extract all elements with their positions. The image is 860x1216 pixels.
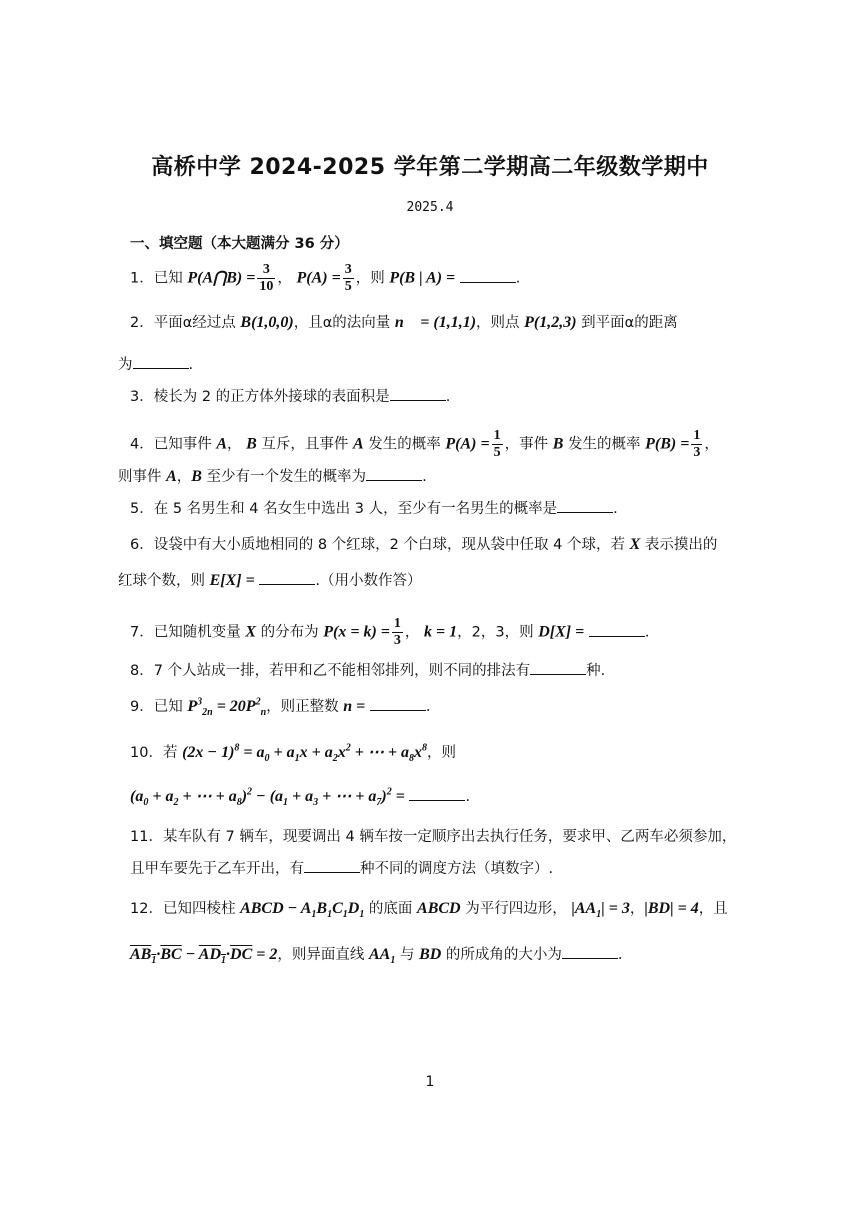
question-3: 3．棱长为 2 的正方体外接球的表面积是 . [130, 386, 735, 408]
exam-date: 2025.4 [406, 200, 454, 215]
question-1: 1．已知 P(A⋂B) = $\frac{3}{10}$ ， P(A) = $\frac{3}{5}$ ，则 P(B | A) = . [130, 262, 521, 294]
question-10: 10．若 $(2x - 1)^8 = a_0 + a_1x + a_2x^2$ + ⋯ + $a_8x^8$，则 [130, 742, 457, 765]
question-number: 10． [130, 745, 163, 761]
question-5: 5．在 5 名男生和 4 名女生中选出 3 人，至少有一名男生的概率是 . [130, 498, 735, 520]
question-number: 3． [130, 389, 154, 405]
question-12-cont: $AB_1\cdot\overline{BC} - AD_1\cdot\overline{DC} = 2$，则异面直线 $AA_1$ 与 BD 的所成角的大小为 . [130, 946, 623, 967]
question-number: 8． [130, 663, 154, 679]
question-6-cont: 红球个数，则 E[X] = .（用小数作答） [118, 572, 422, 589]
question-number: 9． [130, 699, 154, 715]
question-10-cont: ($a_0 + a_2$ + ⋯ + $a_8)^2 - (a_1 + a_3$ + ⋯ + $a_7)^2$ = . [130, 786, 471, 809]
question-11: 11．某车队有 7 辆车，现要调出 4 辆车按一定顺序出去执行任务，要求甲、乙两车必须参加， [130, 829, 737, 845]
question-6: 6．设袋中有大小质地相同的 8 个红球，2 个白球，现从袋中任取 4 个球，若 X 表示摸出的 [130, 536, 718, 553]
question-number: 2． [130, 315, 154, 331]
question-number: 12． [130, 901, 163, 917]
section-heading: 一、填空题（本大题满分 36 分） [130, 236, 349, 252]
question-12: 12．已知四棱柱 ABCD − $A_1B_1C_1D_1$ 的底面 ABCD 为平行四边形， $|AA_1| = 3$，|BD| = 4，且 [130, 900, 728, 921]
question-number: 6． [130, 537, 154, 553]
question-number: 5． [130, 501, 154, 517]
page-title: 高桥中学 2024-2025 学年第二学期高二年级数学期中 [151, 155, 709, 180]
question-9: 9．已知 $P^3_{2n} = 20P^2_n$，则正整数 n = . [130, 696, 431, 719]
question-2: 2．平面α经过点 B(1,0,0)，且α的法向量 n⃗ = (1,1,1)，则点 P(1,2,3) 到平面α的距离 [130, 314, 678, 331]
question-7: 7．已知随机变量 X 的分布为 P(x = k) = $\frac{1}{3}$ ， k = 1，2，3，则 D[X] = . [130, 616, 650, 648]
question-8: 8．7 个人站成一排，若甲和乙不能相邻排列，则不同的排法有 种. [130, 660, 735, 682]
question-number: 4． [130, 436, 154, 453]
question-4: 4．已知事件 A， B 互斥，且事件 A 发生的概率 P(A) = $\frac{1}{5}$ ，事件 B 发生的概率 P(B) = $\frac{1}{3}$ ， [130, 428, 719, 460]
question-number: 11． [130, 829, 163, 845]
question-4-cont: 则事件 A，B 至少有一个发生的概率为 . [118, 468, 427, 485]
question-11-cont: 且甲车要先于乙车开出，有 种不同的调度方法（填数字）. [130, 858, 735, 880]
question-2-cont: 为 . [118, 354, 723, 376]
question-number: 7． [130, 624, 154, 641]
page-number: 1 [425, 1074, 435, 1090]
question-number: 1． [130, 270, 154, 287]
